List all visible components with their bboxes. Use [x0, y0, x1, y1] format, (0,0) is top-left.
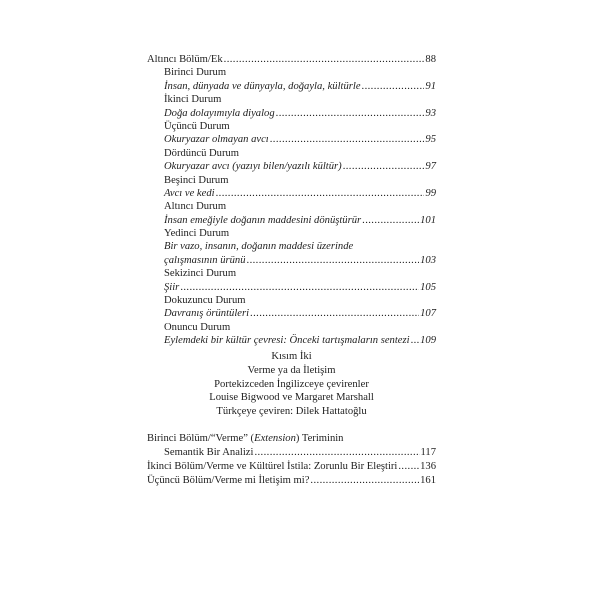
- toc-entry-text: Şiir: [164, 281, 180, 293]
- leader-dots: [216, 187, 425, 200]
- part-heading: Kısım İki: [271, 351, 312, 362]
- toc-entry: [147, 93, 436, 106]
- toc-entry-text: İkinci Durum: [164, 94, 222, 106]
- toc-page-number: 105: [420, 281, 436, 293]
- toc-page-number: 107: [420, 308, 436, 320]
- table-of-contents: [147, 53, 436, 348]
- toc-entry: [147, 321, 436, 334]
- toc-entry: [147, 240, 436, 253]
- toc-entry-text: Avcı ve kedi: [164, 187, 215, 199]
- toc-entry-text: Altıncı Bölüm/Ek: [147, 54, 223, 65]
- leader-dots: [250, 307, 419, 320]
- toc-entry-text: Yedinci Durum: [164, 228, 230, 240]
- toc-entry: [147, 133, 436, 146]
- toc-entry-text-suffix: ) Teriminin: [295, 433, 344, 444]
- toc-entry: [147, 254, 436, 267]
- toc-page-number: 103: [420, 254, 436, 266]
- toc-page-number: 101: [420, 214, 436, 226]
- leader-dots: [411, 334, 420, 347]
- toc-entry: [147, 120, 436, 133]
- toc-entry-text: İnsan emeğiyle doğanın maddesini dönüştürür: [164, 214, 362, 226]
- leader-dots: [362, 214, 419, 227]
- toc-entry-text: Semantik Bir Analizi: [164, 447, 254, 458]
- toc-page-number: 95: [425, 134, 436, 146]
- toc-entry-chapter-1: [147, 432, 436, 446]
- toc-entry: [147, 294, 436, 307]
- toc-entry-text: Altıncı Durum: [164, 201, 227, 213]
- toc-page-number: 109: [420, 335, 436, 347]
- toc-entry-text: Sekizinci Durum: [164, 268, 237, 280]
- toc-entry-text: Birinci Durum: [164, 67, 227, 79]
- toc-entry-text: Üçüncü Bölüm/Verme mi İletişim mi?: [147, 475, 310, 486]
- toc-entry-chapter-3: [147, 474, 436, 488]
- toc-entry-text: Beşinci Durum: [164, 174, 229, 186]
- leader-dots: [254, 446, 419, 460]
- toc-entry-text: Onuncu Durum: [164, 321, 231, 333]
- toc-entry-text: İnsan, dünyada ve dünyayla, doğayla, kültürle: [164, 80, 361, 92]
- leader-dots: [310, 474, 419, 488]
- toc-entry-text: Doğa dolayımıyla diyalog: [164, 107, 275, 119]
- turkish-translator-line: Türkçeye çeviren: Dilek Hattatoğlu: [216, 406, 367, 418]
- leader-dots: [398, 460, 419, 474]
- leader-dots: [276, 107, 425, 120]
- toc-entry-text: İkinci Bölüm/Verme ve Kültürel İstila: Zorunlu Bir Eleştiri: [147, 461, 398, 472]
- toc-entry-text: Dokuzuncu Durum: [164, 295, 246, 307]
- toc-entry: [147, 227, 436, 240]
- toc-entry: [147, 307, 436, 320]
- toc-entry-text: Okuryazar avcı (yazıyı bilen/yazılı kültür): [164, 161, 342, 173]
- toc-entry: [147, 107, 436, 120]
- toc-entry: [147, 187, 436, 200]
- toc-page-number: 117: [420, 447, 436, 458]
- toc-entry: [147, 66, 436, 79]
- toc-entry-text-prefix: Birinci Bölüm/“Verme” (: [147, 433, 255, 444]
- toc-entry-text-italic: Extension: [254, 433, 296, 444]
- leader-dots: [224, 53, 425, 66]
- table-of-contents-part-two: [147, 432, 436, 488]
- toc-page-number: 136: [420, 461, 436, 472]
- toc-entry-text: Dördüncü Durum: [164, 147, 240, 159]
- part-two-heading-block: [147, 350, 436, 419]
- toc-page-number: 97: [425, 161, 436, 173]
- toc-entry-text: çalışmasının ürünü: [164, 254, 246, 266]
- toc-entry: [147, 267, 436, 280]
- toc-entry: [147, 160, 436, 173]
- leader-dots: [180, 281, 419, 294]
- toc-entry-text: Davranış örüntüleri: [164, 308, 250, 320]
- toc-entry: [147, 214, 436, 227]
- toc-entry-chapter-1-cont: [147, 446, 436, 460]
- leader-dots: [362, 80, 425, 93]
- part-title: Verme ya da İletişim: [247, 364, 336, 376]
- toc-entry: [147, 174, 436, 187]
- leader-dots: [270, 133, 425, 146]
- translators-line: Louise Bigwood ve Margaret Marshall: [209, 392, 374, 404]
- toc-entry: [147, 334, 436, 347]
- toc-entry: [147, 53, 436, 66]
- leader-dots: [247, 254, 420, 267]
- toc-entry-chapter-2: [147, 460, 436, 474]
- toc-entry-text: Okuryazar olmayan avcı: [164, 134, 269, 146]
- toc-entry-text: [147, 432, 343, 446]
- leader-dots: [343, 160, 425, 173]
- toc-entry-text: Eylemdeki bir kültür çevresi: Önceki tartışmaların sentezi: [164, 335, 410, 347]
- toc-page-number: 99: [425, 187, 436, 199]
- toc-page-number: 91: [425, 80, 436, 92]
- toc-entry: [147, 200, 436, 213]
- toc-page-number: 93: [425, 107, 436, 119]
- toc-entry: [147, 80, 436, 93]
- toc-page-number: 161: [420, 475, 436, 486]
- translated-from-line: Portekizceden İngilizceye çevirenler: [214, 378, 369, 390]
- toc-entry: [147, 147, 436, 160]
- toc-entry: [147, 281, 436, 294]
- toc-entry-text: Bir vazo, insanın, doğanın maddesi üzerinde: [164, 241, 354, 253]
- toc-entry-text: Üçüncü Durum: [164, 120, 230, 132]
- toc-page-number: 88: [425, 54, 436, 65]
